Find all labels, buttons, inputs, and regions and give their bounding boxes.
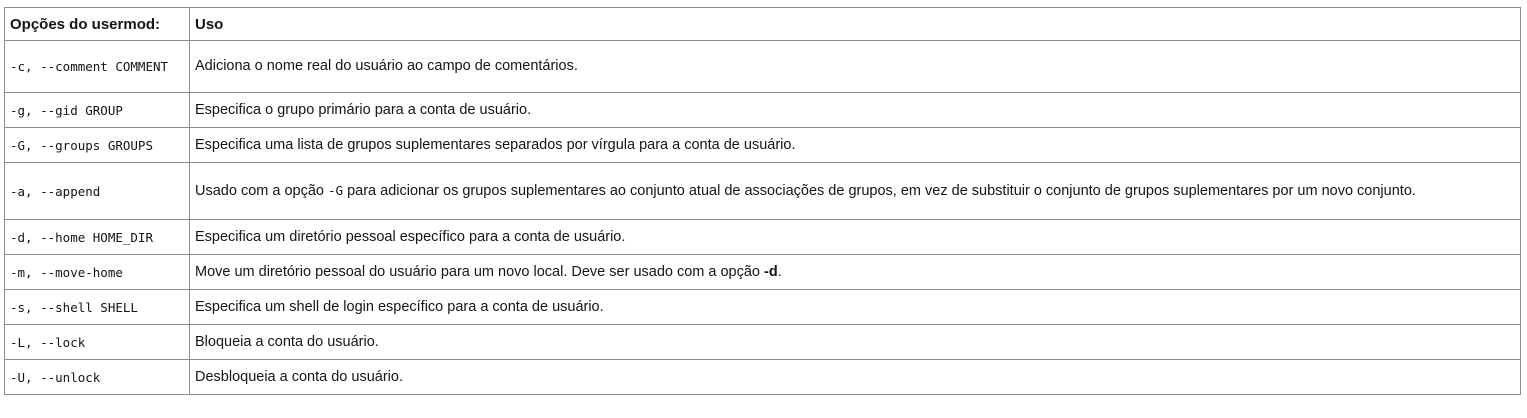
usage-cell: Especifica o grupo primário para a conta de usuário. [190,93,1521,128]
table-row [5,325,1521,360]
usage-cell: Especifica um diretório pessoal específico para a conta de usuário. [190,220,1521,255]
header-usage: Uso [190,8,1521,41]
option-cell: -G, --groups GROUPS [5,128,190,163]
option-cell: -g, --gid GROUP [5,93,190,128]
table-row [5,255,1521,290]
option-cell: -d, --home HOME_DIR [5,220,190,255]
table-row [5,41,1521,93]
usage-cell: Desbloqueia a conta do usuário. [190,360,1521,395]
table-row [5,220,1521,255]
bold-flag: -d [764,263,778,280]
usage-cell: Especifica um shell de login específico para a conta de usuário. [190,290,1521,325]
table-row [5,290,1521,325]
table-header-row [5,8,1521,41]
usage-text-before: Usado com a opção [195,183,328,199]
usage-cell: Bloqueia a conta do usuário. [190,325,1521,360]
header-option: Opções do usermod: [5,8,190,41]
usage-text-before: Move um diretório pessoal do usuário para um novo local. Deve ser usado com a opção [195,263,765,280]
usage-text-after: . [777,263,782,280]
table-row [5,360,1521,395]
option-cell: -a, --append [5,163,190,220]
table-row [5,128,1521,163]
option-cell: -U, --unlock [5,360,190,395]
usermod-options-table [4,7,1521,395]
option-cell: -s, --shell SHELL [5,290,190,325]
usage-cell: Adiciona o nome real do usuário ao campo de comentários. [190,41,1521,93]
usage-text-after: para adicionar os grupos suplementares ao conjunto atual de associações de grupos, em vez de substituir o conjunto de grupos suplementares por um novo conjunto. [343,183,1416,199]
option-cell: -c, --comment COMMENT [5,41,190,93]
usage-cell [190,163,1521,220]
option-cell: -L, --lock [5,325,190,360]
usage-cell: Especifica uma lista de grupos suplementares separados por vírgula para a conta de usuário. [190,128,1521,163]
inline-code-flag: -G [328,183,344,198]
option-cell: -m, --move-home [5,255,190,290]
table-row [5,93,1521,128]
usage-cell [190,255,1521,290]
table-row [5,163,1521,220]
usermod-options-table-container [4,7,1521,395]
